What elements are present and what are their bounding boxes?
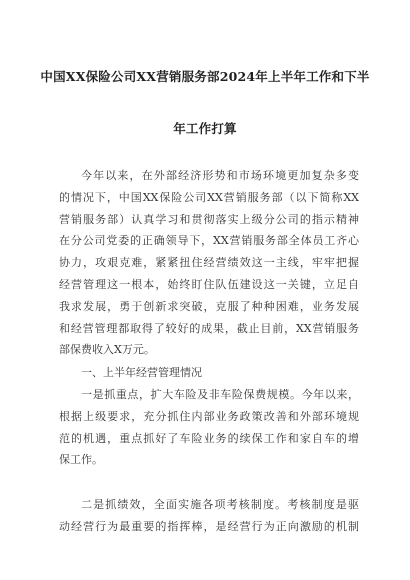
text-line: 营销服务部）认真学习和贯彻落实上级分公司的指示精神	[59, 212, 359, 226]
document-title-line-1: 中国XX保险公司XX营销服务部2024年上半年工作和下半	[40, 69, 370, 84]
text-line: 一是抓重点，扩大车险及非车险保费规模。今年以来，	[81, 388, 359, 401]
text-line: 和经营管理都取得了较好的成果，截止目前，XX营销服务	[59, 321, 359, 335]
text-line: 今年以来，在外部经济形势和市场环境更加复杂多变	[81, 169, 359, 182]
text-line: 根据上级要求，充分抓住内部业务政策改善和外部环境规	[59, 409, 359, 423]
document-title-line-2: 年工作打算	[173, 121, 237, 136]
text-line: 动经营行为最重要的指挥棒，是经营行为正向激励的机制	[59, 519, 359, 533]
text-line: 经营管理这一根本，始终盯住队伍建设这一关键，立足自	[59, 277, 359, 291]
text-line: 部保费收入X万元。	[59, 343, 155, 357]
section-heading	[59, 362, 359, 384]
text-line: 二是抓绩效，全面实施各项考核制度。考核制度是驱	[81, 498, 359, 511]
text-line: 协力，攻艰克难，紧紧扭住经营绩效这一主线，牢牢把握	[59, 256, 359, 270]
text-line: 范的机遇，重点抓好了车险业务的续保工作和家自车的增	[59, 431, 359, 445]
paragraph-point-1	[59, 384, 359, 471]
text-line: 的情况下，中国XX保险公司XX营销服务部（以下简称XX	[59, 190, 359, 204]
text-line: 保工作。	[59, 453, 103, 467]
text-line: 在分公司党委的正确领导下，XX营销服务部全体员工齐心	[59, 234, 359, 248]
paragraph-point-2	[59, 494, 359, 538]
paragraph-intro	[59, 165, 359, 361]
section-heading-text: 一、上半年经营管理情况	[81, 366, 202, 379]
text-line: 我求发展，勇于创新求突破，克服了种种困难，业务发展	[59, 299, 359, 313]
